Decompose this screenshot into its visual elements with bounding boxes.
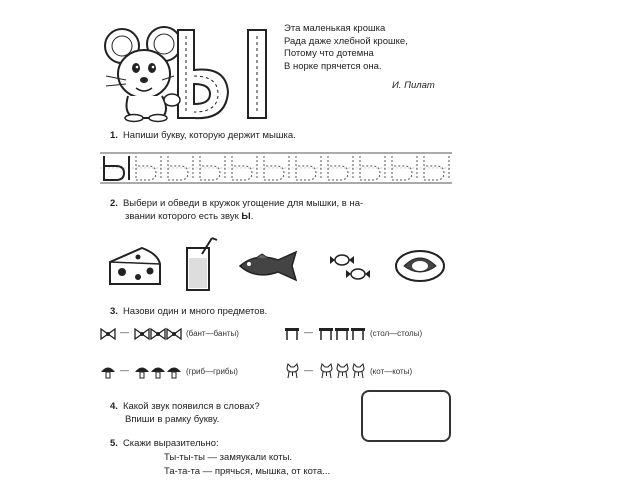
mouse-with-letter-icon — [100, 22, 276, 122]
traced-letter[interactable] — [264, 156, 289, 180]
worksheet — [96, 20, 458, 480]
pair-caption: (гриб—грибы) — [186, 367, 238, 376]
pair-caption: (бант—банты) — [186, 329, 239, 338]
task-number: 4. — [110, 401, 118, 412]
cat-icon — [350, 363, 366, 384]
cat-icon — [284, 363, 300, 384]
task-3 — [110, 305, 267, 318]
traced-letters — [100, 152, 452, 184]
mushroom-icon — [150, 363, 166, 384]
dash: — — [120, 327, 129, 337]
dash: — — [304, 327, 313, 337]
task-2 — [110, 197, 363, 223]
task-number: 5. — [110, 438, 118, 449]
task-text-continued: звании которого есть звук — [125, 211, 242, 222]
writing-row[interactable] — [100, 152, 452, 184]
bow-icon — [166, 325, 182, 346]
task-text: Напиши букву, которую держит мышка. — [122, 130, 296, 141]
cat-icon — [334, 363, 350, 384]
task-number: 1. — [110, 130, 118, 141]
table-icon — [334, 325, 350, 346]
cat-icon — [318, 363, 334, 384]
traced-letter[interactable] — [424, 156, 449, 180]
answer-box[interactable] — [361, 390, 451, 442]
bow-icon — [150, 325, 166, 346]
melon-slice-icon[interactable] — [394, 248, 446, 284]
task-text-line2 — [110, 210, 363, 223]
juice-glass-icon[interactable] — [184, 236, 218, 292]
task-text: Какой звук появился в словах? — [122, 401, 260, 412]
mushroom-icon — [166, 363, 182, 384]
poem-author: И. Пилат — [392, 80, 435, 91]
pair-bow — [100, 324, 276, 344]
traced-letter[interactable] — [200, 156, 225, 180]
traced-letter[interactable] — [136, 156, 161, 180]
task-text: Выбери и обведи в кружок угощение для мышки, в на- — [122, 198, 364, 209]
traced-letter[interactable] — [168, 156, 193, 180]
pair-cat — [284, 362, 460, 382]
table-icon — [318, 325, 334, 346]
task-number: 2. — [110, 198, 118, 209]
table-icon — [284, 325, 300, 346]
target-sound: Ы — [241, 211, 251, 222]
traced-letter[interactable] — [392, 156, 417, 180]
letter-cells — [100, 152, 452, 184]
poem — [284, 23, 408, 73]
bow-icon — [134, 325, 150, 346]
cheese-icon[interactable] — [108, 244, 162, 288]
dash: — — [304, 365, 313, 375]
task-text-line2: Впиши в рамку букву. — [125, 414, 220, 425]
poem-line: В норке прячется она. — [284, 60, 382, 72]
pair-caption: (стол—столы) — [370, 329, 423, 338]
task-text: Назови один и много предметов. — [122, 306, 268, 317]
pair-caption: (кот—коты) — [370, 367, 413, 376]
task-text-end: . — [250, 211, 254, 222]
poem-line: Рада даже хлебной крошке, — [284, 35, 408, 47]
table-icon — [350, 325, 366, 346]
task-5 — [110, 437, 219, 450]
traced-letter[interactable] — [328, 156, 353, 180]
task-4 — [110, 400, 260, 426]
dash: — — [120, 365, 129, 375]
verse-line: Та-та-та — прячься, мышка, от кота... — [164, 466, 331, 477]
traced-letter[interactable] — [360, 156, 385, 180]
task-text: Скажи выразительно: — [122, 438, 219, 449]
verse-line: Ты-ты-ты — замяукали коты. — [164, 452, 293, 463]
bow-icon — [100, 325, 116, 346]
task-number: 3. — [110, 306, 118, 317]
candy-icon[interactable] — [328, 248, 376, 286]
poem-line: Потому что дотемна — [284, 48, 374, 59]
mushroom-icon — [134, 363, 150, 384]
pair-mushroom — [100, 362, 276, 382]
traced-letter[interactable] — [232, 156, 257, 180]
poem-line: Эта маленькая крошка — [284, 23, 386, 34]
mushroom-icon — [100, 363, 116, 384]
fish-icon[interactable] — [236, 250, 302, 282]
pair-table — [284, 324, 460, 344]
task-1 — [110, 129, 296, 142]
printed-letter — [104, 156, 129, 180]
traced-letter[interactable] — [296, 156, 321, 180]
